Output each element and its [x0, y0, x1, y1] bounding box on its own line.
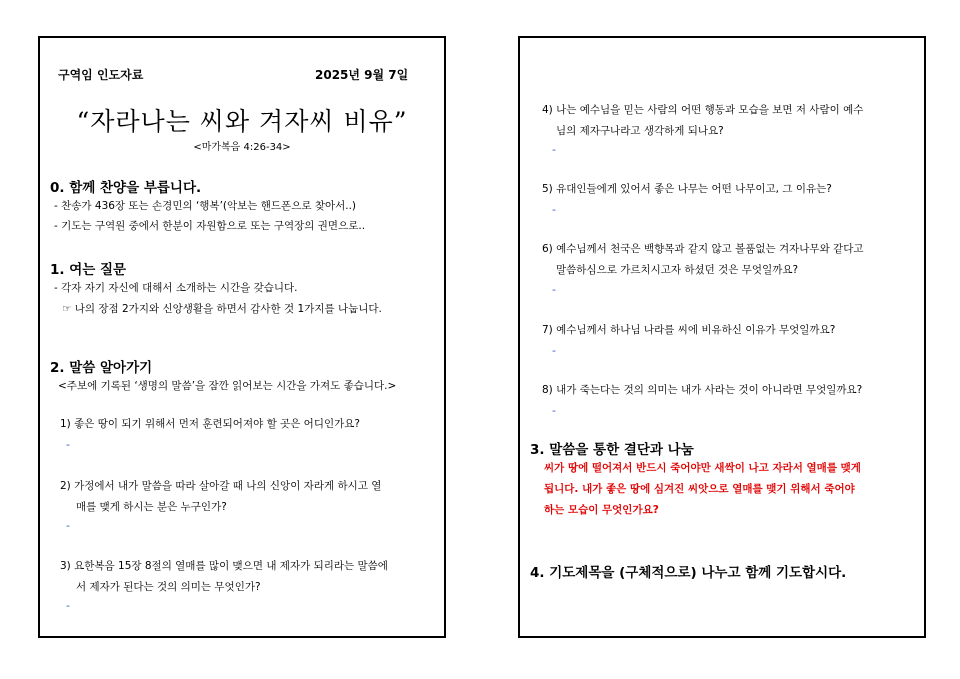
header-left: 구역임 인도자료 — [58, 68, 144, 82]
question-6-line-1: 6) 예수님께서 천국은 백향목과 같지 않고 볼품없는 겨자나무와 같다고 — [542, 243, 864, 255]
question-8: 8) 내가 죽는다는 것의 의미는 내가 사라는 것이 아니라면 무엇일까요? — [542, 384, 863, 396]
section-3-prompt-line-1: 씨가 땅에 떨어져서 반드시 죽어야만 새싹이 나고 자라서 열매를 맺게 — [544, 462, 861, 474]
section-2-heading: 2. 말씀 알아가기 — [50, 360, 153, 376]
right-page — [518, 36, 926, 638]
question-4-line-1: 4) 나는 예수님을 믿는 사람의 어떤 행동과 모습을 보면 저 사람이 예수 — [542, 104, 864, 116]
section-3-prompt-line-3: 하는 모습이 무엇인가요? — [544, 504, 659, 516]
page-subtitle: <마가복음 4:26-34> — [193, 142, 291, 153]
question-1: 1) 좋은 땅이 되기 위해서 먼저 훈련되어져야 할 곳은 어디인가요? — [60, 418, 360, 430]
answer-blank-8: - — [552, 404, 556, 417]
answer-blank-4: - — [552, 143, 556, 156]
answer-blank-5: - — [552, 203, 556, 216]
left-page — [38, 36, 446, 638]
question-3-line-1: 3) 요한복음 15장 8절의 열매를 많이 맺으면 내 제자가 되리라는 말씀에 — [60, 560, 388, 572]
question-4-line-2: 님의 제자구나라고 생각하게 되나요? — [556, 125, 724, 137]
question-2-line-1: 2) 가정에서 내가 말씀을 따라 살아갈 때 나의 신앙이 자라게 하시고 열 — [60, 480, 382, 492]
question-6-line-2: 말씀하심으로 가르치시고자 하셨던 것은 무엇일까요? — [556, 264, 799, 276]
section-1-line-2: ☞ 나의 장점 2가지와 신앙생활을 하면서 감사한 것 1가지를 나눕니다. — [62, 303, 382, 315]
section-0-line-2: - 기도는 구역원 중에서 한분이 자원함으로 또는 구역장의 권면으로.. — [54, 220, 366, 232]
question-3-line-2: 서 제자가 된다는 것의 의미는 무엇인가? — [76, 581, 261, 593]
section-4-heading: 4. 기도제목을 (구체적으로) 나누고 함께 기도합시다. — [530, 565, 847, 581]
section-2-intro: <주보에 기록된 ‘생명의 말씀’을 잠깐 읽어보는 시간을 가져도 좋습니다.> — [58, 380, 397, 392]
answer-blank-7: - — [552, 344, 556, 357]
header-date: 2025년 9월 7일 — [315, 68, 409, 82]
answer-blank-2: - — [66, 519, 70, 532]
section-0-line-1: - 찬송가 436장 또는 손경민의 ‘행복’(악보는 핸드폰으로 찾아서..) — [54, 200, 357, 212]
section-1-heading: 1. 여는 질문 — [50, 262, 127, 278]
answer-blank-1: - — [66, 438, 70, 451]
section-1-line-1: - 각자 자기 자신에 대해서 소개하는 시간을 갖습니다. — [54, 282, 298, 294]
answer-blank-3: - — [66, 599, 70, 612]
page-title: “자라나는 씨와 겨자씨 비유” — [76, 107, 408, 136]
section-3-heading: 3. 말씀을 통한 결단과 나눔 — [530, 442, 694, 458]
section-3-prompt-line-2: 됩니다. 내가 좋은 땅에 심겨진 씨앗으로 열매를 맺기 위해서 죽어야 — [544, 483, 855, 495]
question-7: 7) 예수님께서 하나님 나라를 씨에 비유하신 이유가 무엇일까요? — [542, 324, 836, 336]
answer-blank-6: - — [552, 283, 556, 296]
question-5: 5) 유대인들에게 있어서 좋은 나무는 어떤 나무이고, 그 이유는? — [542, 183, 832, 195]
section-0-heading: 0. 함께 찬양을 부릅니다. — [50, 180, 202, 196]
question-2-line-2: 매를 맺게 하시는 분은 누구인가? — [76, 501, 227, 513]
